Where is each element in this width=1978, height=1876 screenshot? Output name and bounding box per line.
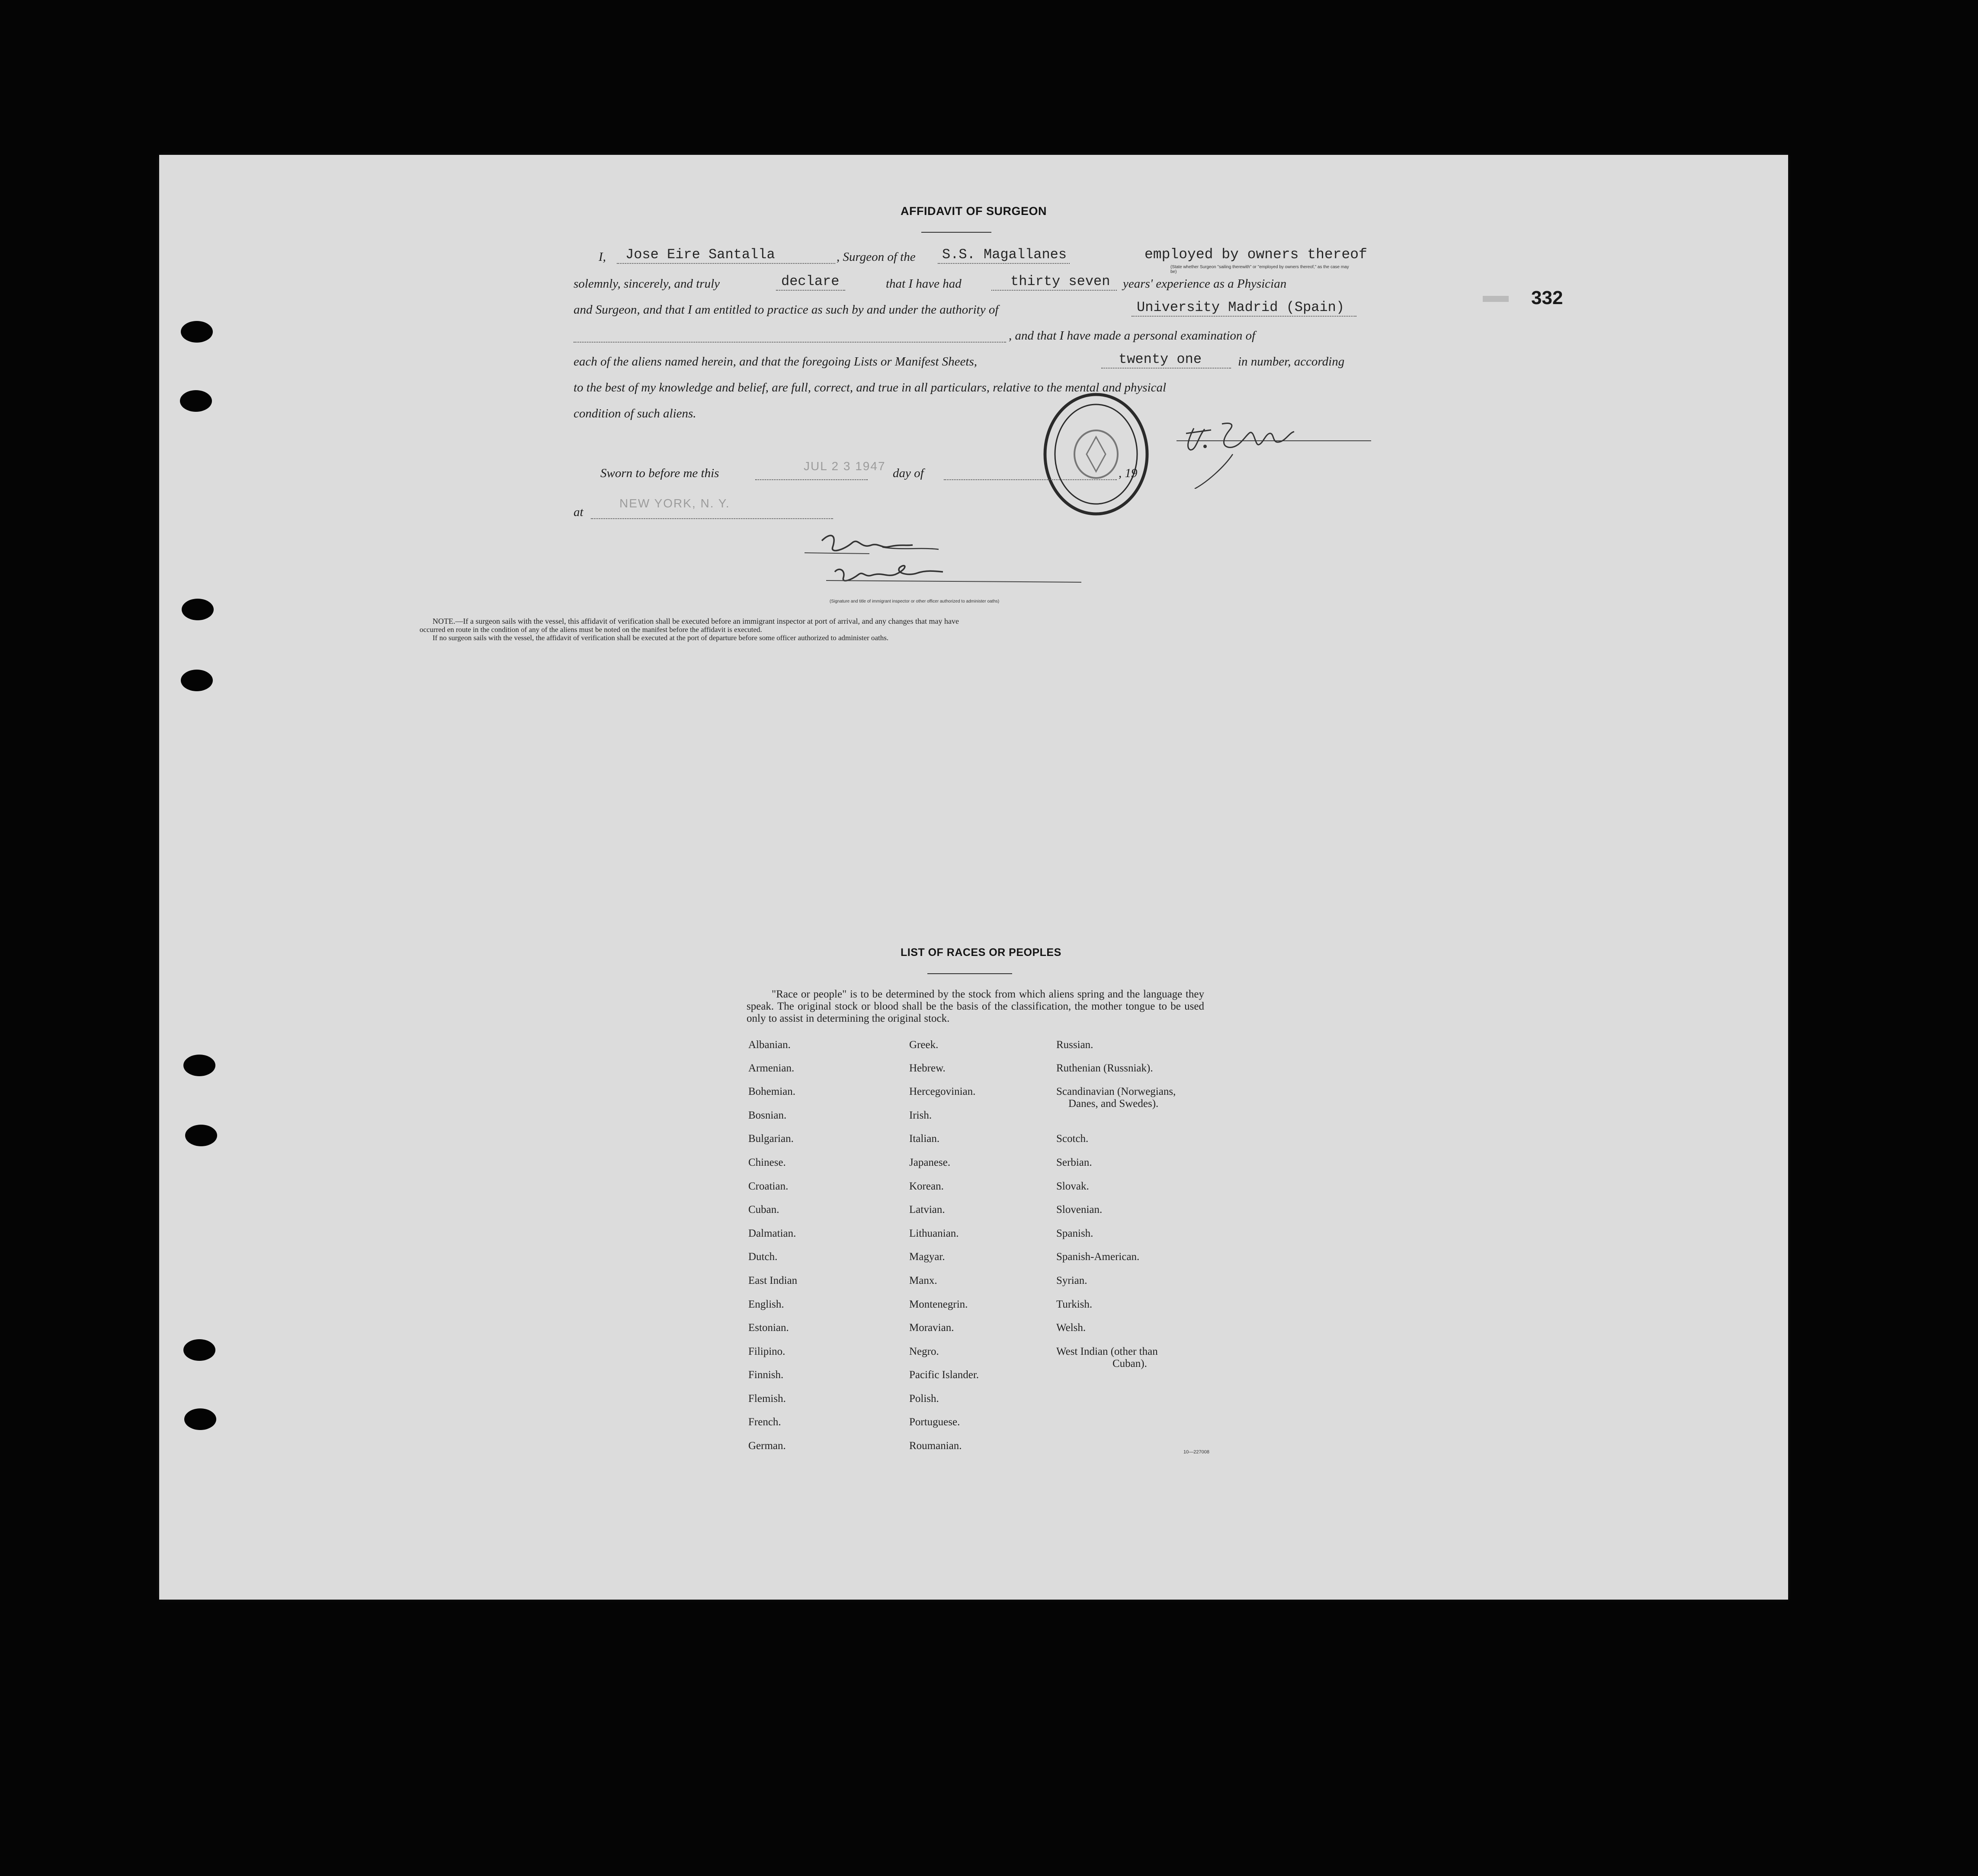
race-item: Lithuanian. xyxy=(909,1228,959,1239)
race-item: Irish. xyxy=(909,1110,932,1121)
employment-note: (State whether Surgeon "sailing therewith" or "employed by owners thereof," as the case may be) xyxy=(1170,265,1349,274)
fill-line xyxy=(1101,368,1231,369)
race-item: Armenian. xyxy=(748,1062,795,1074)
fill-line xyxy=(944,479,1117,480)
company-seal-stamp xyxy=(1040,389,1152,519)
faded-mark xyxy=(1483,296,1509,302)
line2-end: years' experience as a Physician xyxy=(1123,277,1287,291)
sheet-count: twenty one xyxy=(1119,351,1202,367)
affidavit-line-4 xyxy=(414,329,1256,351)
punch-hole xyxy=(181,321,213,343)
race-item: Spanish. xyxy=(1056,1228,1093,1239)
race-item: Montenegrin. xyxy=(909,1299,968,1310)
race-item: West Indian (other than xyxy=(1056,1346,1158,1357)
line3-start: and Surgeon, and that I am entitled to practice as such by and under the authority of xyxy=(574,303,999,317)
sworn-date-stamp: JUL 2 3 1947 xyxy=(804,459,886,473)
at-label: at xyxy=(574,505,583,519)
race-item: Dutch. xyxy=(748,1251,778,1263)
race-item: Scotch. xyxy=(1056,1133,1089,1145)
fill-line xyxy=(574,342,1006,343)
inspector-signature xyxy=(796,523,1099,601)
punch-hole xyxy=(180,390,212,412)
employment-status: employed by owners thereof xyxy=(1144,247,1367,263)
sworn-prefix: Sworn to before me this xyxy=(600,466,719,480)
line2-start: solemnly, sincerely, and truly xyxy=(574,277,720,291)
race-item: Latvian. xyxy=(909,1204,945,1215)
form-number: 10—227008 xyxy=(1183,1449,1209,1455)
race-item: Turkish. xyxy=(1056,1299,1093,1310)
race-item: Magyar. xyxy=(909,1251,945,1263)
race-item: Pacific Islander. xyxy=(909,1369,979,1381)
race-item: Dalmatian. xyxy=(748,1228,796,1239)
race-item: Polish. xyxy=(909,1393,939,1405)
race-item: Russian. xyxy=(1056,1039,1093,1051)
punch-hole xyxy=(184,1408,216,1430)
race-item: Bulgarian. xyxy=(748,1133,794,1145)
affidavit-line-5 xyxy=(414,351,1345,377)
race-item: Greek. xyxy=(909,1039,939,1051)
races-title-underline xyxy=(927,973,1012,974)
race-item: Cuban. xyxy=(748,1204,779,1215)
race-item: Albanian. xyxy=(748,1039,791,1051)
race-item: Hercegovinian. xyxy=(909,1086,976,1097)
fill-line xyxy=(591,518,833,519)
race-item: Serbian. xyxy=(1056,1157,1092,1168)
race-item: Japanese. xyxy=(909,1157,951,1168)
race-item: Spanish-American. xyxy=(1056,1251,1140,1263)
punch-hole xyxy=(185,1125,217,1146)
affidavit-title: AFFIDAVIT OF SURGEON xyxy=(901,205,1047,218)
race-item: Korean. xyxy=(909,1180,944,1192)
race-item: Italian. xyxy=(909,1133,940,1145)
race-item: Slovak. xyxy=(1056,1180,1089,1192)
fill-line xyxy=(1132,316,1356,317)
note-line-1: NOTE.—If a surgeon sails with the vessel, this affidavit of verification shall be executed before an immigrant inspector at port of arrival, and any changes that may have xyxy=(433,617,959,625)
race-item: Roumanian. xyxy=(909,1440,962,1452)
race-item: Danes, and Swedes). xyxy=(1068,1098,1159,1110)
affidavit-line-2 xyxy=(414,273,1287,299)
race-item: Cuban). xyxy=(1112,1358,1147,1369)
race-item: Bohemian. xyxy=(748,1086,796,1097)
races-title: LIST OF RACES OR PEOPLES xyxy=(901,946,1061,959)
race-item: Ruthenian (Russniak). xyxy=(1056,1062,1153,1074)
race-item: Estonian. xyxy=(748,1322,789,1334)
ship-name: S.S. Magallanes xyxy=(942,247,1067,263)
race-item: Syrian. xyxy=(1056,1275,1087,1286)
years-experience: thirty seven xyxy=(1010,273,1110,289)
race-item: Negro. xyxy=(909,1346,939,1357)
fill-line xyxy=(617,263,835,264)
race-item: French. xyxy=(748,1416,781,1428)
fill-line xyxy=(755,479,868,480)
note-line-3: If no surgeon sails with the vessel, the affidavit of verification shall be executed at the port of departure before some officer authorized to administer oaths. xyxy=(433,634,889,642)
day-of-label: day of xyxy=(893,466,924,480)
surgeon-of-label: , Surgeon of the xyxy=(837,250,916,264)
race-item: Slovenian. xyxy=(1056,1204,1103,1215)
races-intro: "Race or people" is to be determined by the stock from which aliens spring and the language they speak. The original stock or blood shall be the basis of the classification, the mother tongue to be used only to assist in determining the original stock. xyxy=(747,988,1204,1024)
fill-line xyxy=(938,263,1070,264)
authority: University Madrid (Spain) xyxy=(1137,299,1345,315)
line5: each of the aliens named herein, and that the foregoing Lists or Manifest Sheets, xyxy=(574,355,977,369)
line6: to the best of my knowledge and belief, are full, correct, and true in all particulars, relative to the mental and physical xyxy=(574,381,1167,394)
note-line-2: occurred en route in the condition of any of the aliens must be noted on the manifest before the affidavit is executed. xyxy=(420,625,762,634)
surgeon-name: Jose Eire Santalla xyxy=(625,247,775,263)
race-item: German. xyxy=(748,1440,786,1452)
sheet-number: 332 xyxy=(1531,287,1563,308)
place-stamp: NEW YORK, N. Y. xyxy=(619,497,730,510)
line2-mid: that I have had xyxy=(886,277,962,291)
fill-line xyxy=(991,290,1117,291)
punch-hole xyxy=(182,599,214,620)
race-item: Portuguese. xyxy=(909,1416,960,1428)
race-item: Filipino. xyxy=(748,1346,785,1357)
race-item: Croatian. xyxy=(748,1180,789,1192)
affidavit-note xyxy=(420,617,1215,642)
race-item: East Indian xyxy=(748,1275,798,1286)
prefix-i: I, xyxy=(599,250,606,264)
race-item: Moravian. xyxy=(909,1322,954,1334)
line4-end: , and that I have made a personal examination of xyxy=(1009,329,1256,343)
race-item: English. xyxy=(748,1299,784,1310)
title-underline xyxy=(921,232,991,233)
year-prefix: , 19 xyxy=(1119,466,1138,480)
race-item: Bosnian. xyxy=(748,1110,787,1121)
declare-word: declare xyxy=(781,273,840,289)
line7: condition of such aliens. xyxy=(574,407,696,420)
race-item: Finnish. xyxy=(748,1369,784,1381)
fill-line xyxy=(776,290,845,291)
punch-hole xyxy=(183,1055,215,1076)
race-item: Welsh. xyxy=(1056,1322,1086,1334)
race-item: Manx. xyxy=(909,1275,937,1286)
punch-hole xyxy=(181,670,213,691)
line5-end: in number, according xyxy=(1238,355,1345,369)
race-item: Flemish. xyxy=(748,1393,786,1405)
affidavit-line-3 xyxy=(414,299,1345,325)
inspector-caption: (Signature and title of immigrant inspector or other officer authorized to administer oaths) xyxy=(830,599,1000,604)
race-item: Chinese. xyxy=(748,1157,786,1168)
race-item: Scandinavian (Norwegians, xyxy=(1056,1086,1176,1097)
race-item: Hebrew. xyxy=(909,1062,946,1074)
punch-hole xyxy=(183,1339,215,1361)
